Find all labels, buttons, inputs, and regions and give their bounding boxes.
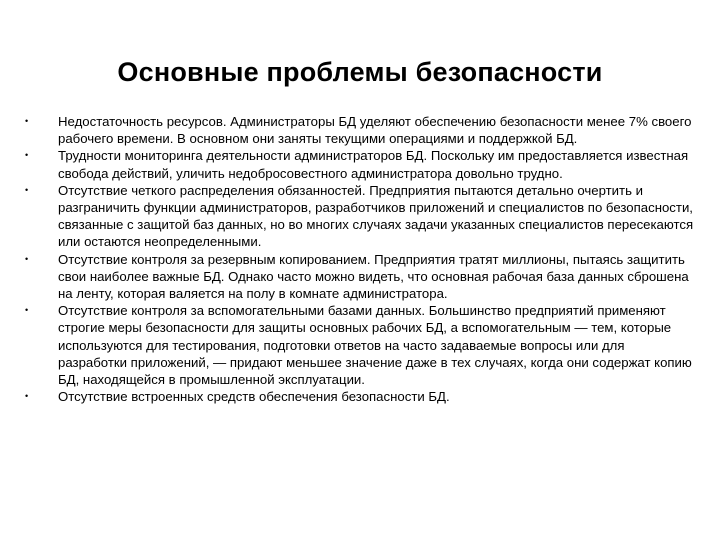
list-item: [25, 251, 695, 303]
list-item: [25, 302, 695, 388]
slide-title: Основные проблемы безопасности: [117, 57, 603, 87]
list-item: [25, 388, 695, 405]
list-item-text: Недостаточность ресурсов. Администраторы БД уделяют обеспечению безопасности менее 7% своего рабочего времени. В основном они заняты текущими операциями и поддержкой БД.: [58, 114, 692, 147]
list-item-text: Отсутствие контроля за вспомогательными базами данных. Большинство предприятий применяют строгие меры безопасности для защиты основных рабочих БД, а вспомогательным — тем, которые используются для тестирования, подготовки ответов на часто задаваемые вопросы или для разработки приложений, — придают меньшее значение даже в тех случаях, когда они содержат копию БД, находящейся в промышленной эксплуатации.: [58, 303, 692, 388]
list-item-text: Отсутствие четкого распределения обязанностей. Предприятия пытаются детально очертить и разграничить функции администраторов, разработчиков приложений и специалистов по безопасности, связанные с защитой баз данных, но во многих случаях задачи указанных специалистов пересекаются или остаются неопределенными.: [58, 182, 694, 250]
list-item: [25, 113, 695, 147]
bullet-list: [25, 113, 695, 405]
list-item-text: Трудности мониторинга деятельности администраторов БД. Поскольку им предоставляется известная свобода действий, уличить недобросовестного администратора довольно трудно.: [58, 148, 689, 181]
list-item-text: Отсутствие контроля за резервным копированием. Предприятия тратят миллионы, пытаясь защитить свои наиболее важные БД. Однако часто можно видеть, что основная рабочая база данных сброшена на ленту, которая валяется на полу в комнате администратора.: [58, 251, 689, 302]
bullet-icon: •: [25, 184, 29, 195]
bullet-icon: •: [25, 305, 29, 316]
list-item: [25, 182, 695, 251]
list-item: [25, 147, 695, 181]
bullet-icon: •: [25, 253, 29, 264]
bullet-icon: •: [25, 116, 29, 126]
bullet-icon: •: [25, 150, 29, 161]
list-item-text: Отсутствие встроенных средств обеспечения безопасности БД.: [58, 389, 450, 405]
bullet-icon: •: [25, 391, 29, 402]
